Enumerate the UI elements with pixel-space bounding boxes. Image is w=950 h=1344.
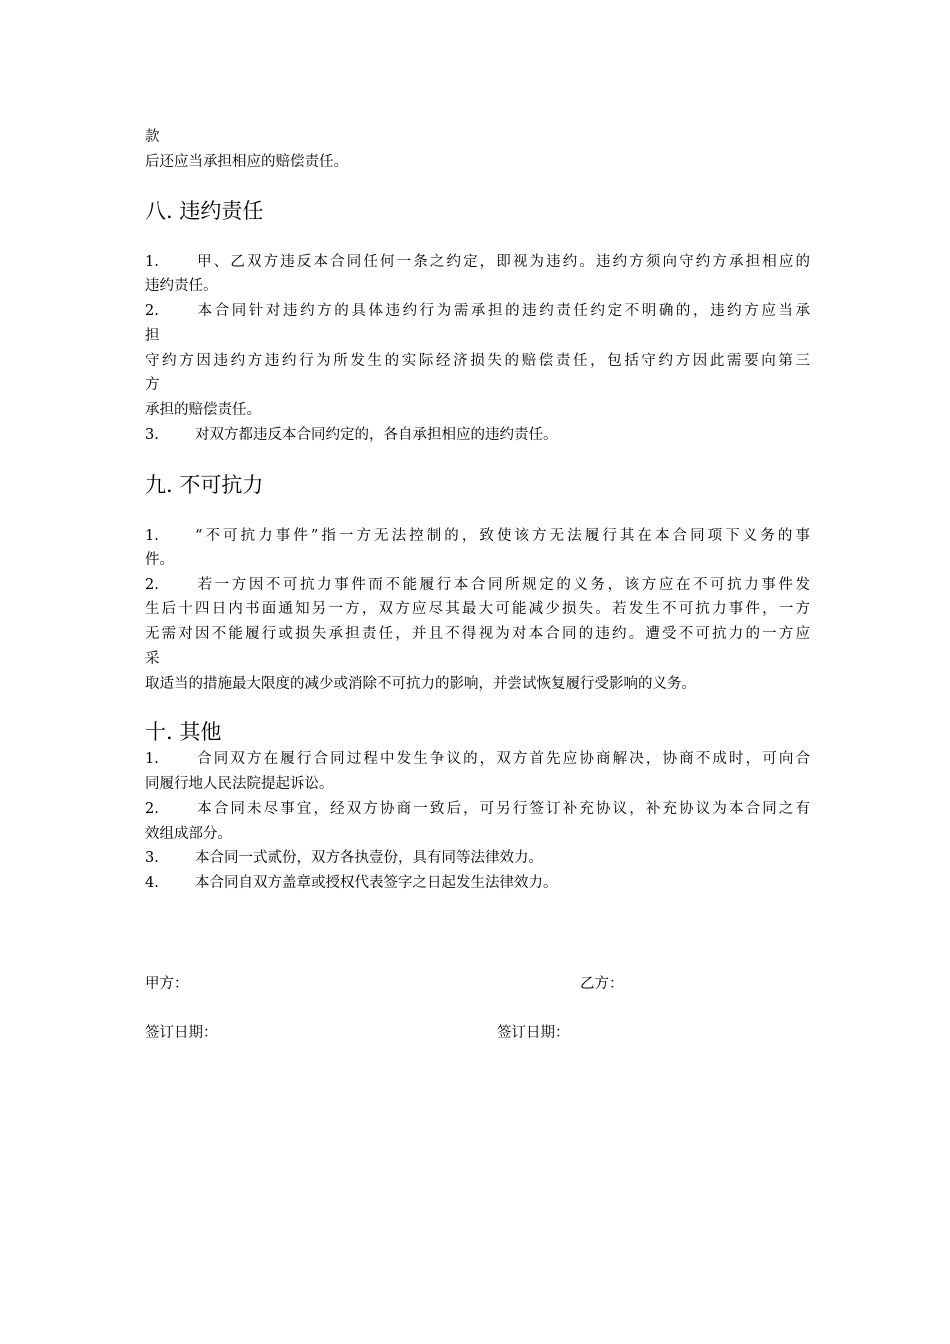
clause-line: 效组成部分。 xyxy=(145,826,232,842)
clause-line: 同履行地人民法院提起诉讼。 xyxy=(145,776,334,792)
party-a-date-label: 签订日期： xyxy=(145,1025,218,1041)
continuation-line: 后还应当承担相应的赔偿责任。 xyxy=(145,154,348,170)
clause-line xyxy=(145,423,810,447)
clause-text: “不可抗力事件”指一方无法控制的，致使该方无法履行其在本合同项下义务的事 xyxy=(195,528,810,544)
section-heading-force-majeure: 九. 不可抗力 xyxy=(145,473,264,497)
clause-text: 对双方都违反本合同约定的，各自承担相应的违约责任。 xyxy=(195,427,558,443)
clause-number: 2. xyxy=(145,577,159,593)
clause-line xyxy=(145,871,810,895)
clause-line xyxy=(145,747,810,771)
clause-line xyxy=(145,524,810,548)
clause-line: 件。 xyxy=(145,552,174,568)
clause-line xyxy=(145,250,810,274)
clause-number: 1. xyxy=(145,528,159,544)
clause-line xyxy=(145,797,810,821)
clause-line xyxy=(145,846,810,870)
clause-line: 取适当的措施最大限度的减少或消除不可抗力的影响，并尝试恢复履行受影响的义务。 xyxy=(145,676,696,692)
clause-text: 本合同自双方盖章或授权代表签字之日起发生法律效力。 xyxy=(195,875,558,891)
clause-text: 若一方因不可抗力事件而不能履行本合同所规定的义务，该方应在不可抗力事件发 xyxy=(195,577,810,593)
clause-line xyxy=(145,573,810,597)
clause-line: 无需对因不能履行或损失承担责任，并且不得视为对本合同的违约。遭受不可抗力的一方应 xyxy=(145,626,810,642)
clause-line: 采 xyxy=(145,651,160,667)
clause-number: 3. xyxy=(145,427,159,443)
clause-number: 1. xyxy=(145,751,159,767)
clause-line: 生后十四日内书面通知另一方，双方应尽其最大可能减少损失。若发生不可抗力事件，一方 xyxy=(145,601,810,617)
clause-text: 本合同一式贰份，双方各执壹份，具有同等法律效力。 xyxy=(195,850,543,866)
clause-line: 违约责任。 xyxy=(145,278,218,294)
clause-number: 4. xyxy=(145,875,159,891)
clause-text: 合同双方在履行合同过程中发生争议的，双方首先应协商解决，协商不成时，可向合 xyxy=(195,751,810,767)
clause-line: 担 xyxy=(145,328,160,344)
section-heading-breach: 八. 违约责任 xyxy=(145,199,264,223)
clause-text: 甲、乙双方违反本合同任何一条之约定，即视为违约。违约方须向守约方承担相应的 xyxy=(195,254,810,270)
clause-line: 守约方因违约方违约行为所发生的实际经济损失的赔偿责任，包括守约方因此需要向第三 xyxy=(145,353,810,369)
party-b-date-label: 签订日期： xyxy=(497,1025,570,1041)
clause-number: 2. xyxy=(145,303,159,319)
clause-line: 承担的赔偿责任。 xyxy=(145,402,261,418)
clause-number: 1. xyxy=(145,254,159,270)
clause-number: 3. xyxy=(145,850,159,866)
continuation-line: 款 xyxy=(145,129,160,145)
clause-line xyxy=(145,299,810,323)
clause-number: 2. xyxy=(145,801,159,817)
party-b-label: 乙方： xyxy=(580,976,624,992)
party-a-label: 甲方： xyxy=(145,976,189,992)
clause-text: 本合同未尽事宜，经双方协商一致后，可另行签订补充协议，补充协议为本合同之有 xyxy=(195,801,810,817)
clause-text: 本合同针对违约方的具体违约行为需承担的违约责任约定不明确的，违约方应当承 xyxy=(195,303,810,319)
section-heading-other: 十. 其他 xyxy=(145,720,222,744)
clause-line: 方 xyxy=(145,377,160,393)
